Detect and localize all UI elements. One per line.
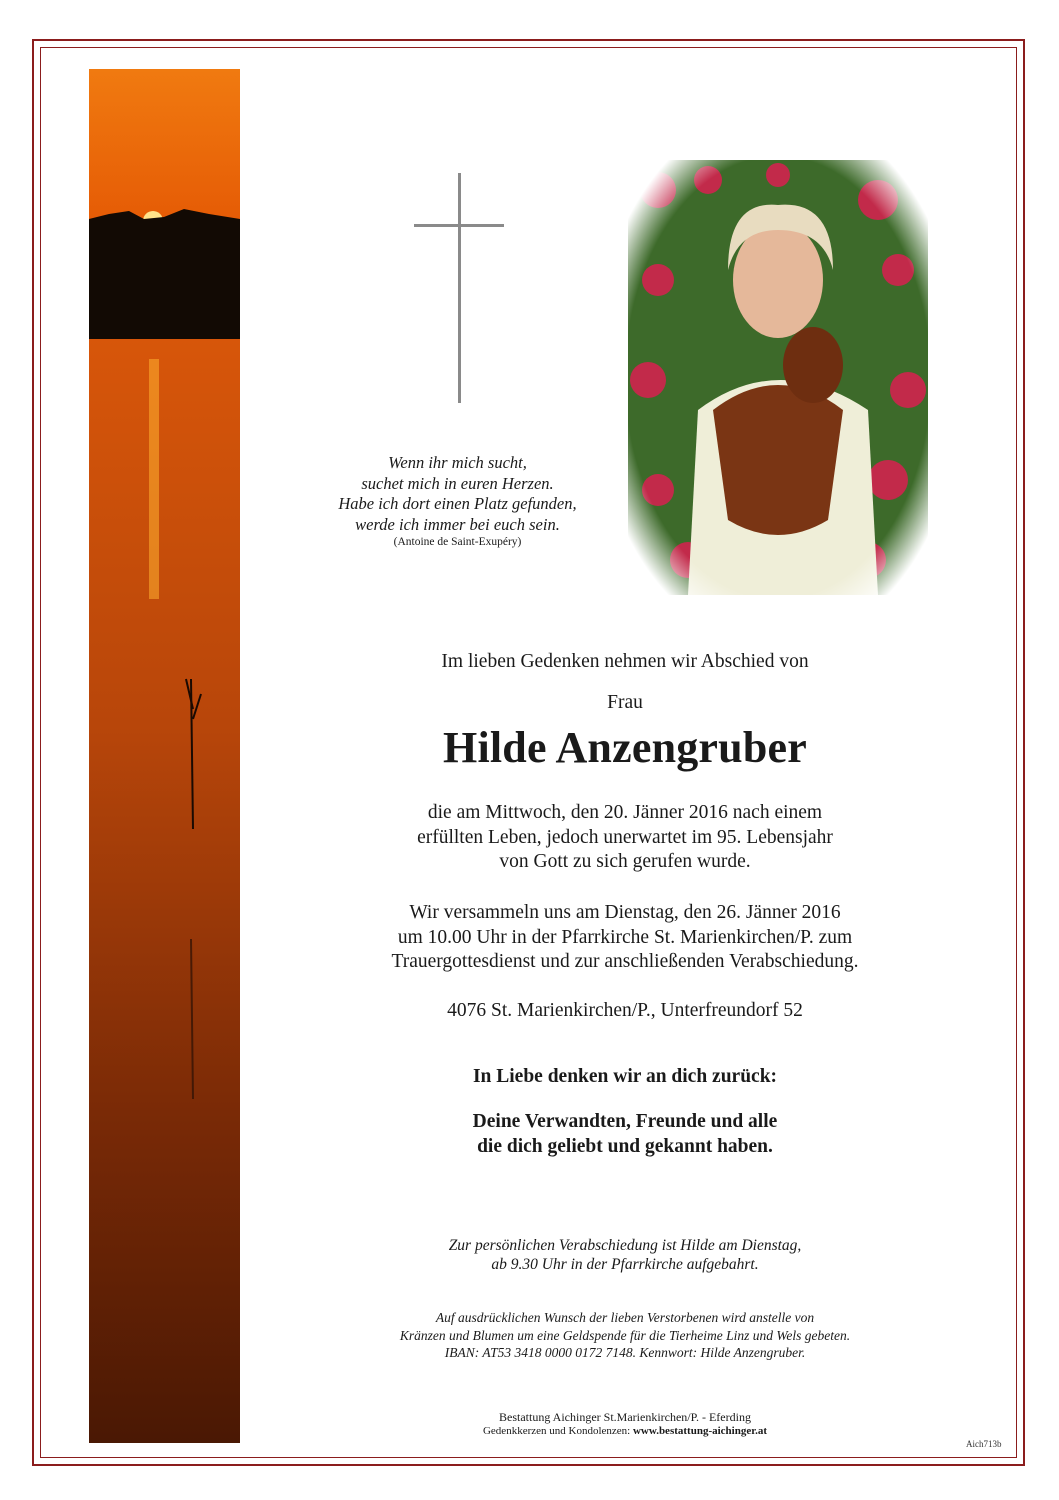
text-line: um 10.00 Uhr in der Pfarrkirche St. Marienkirchen/P. zum xyxy=(397,926,853,948)
text-line: ab 9.30 Uhr in der Pfarrkirche aufgebahrt. xyxy=(491,1256,759,1273)
quote-line: werde ich immer bei euch sein. xyxy=(355,514,560,534)
quote-source: (Antoine de Saint-Exupéry) xyxy=(393,536,522,548)
donation-note xyxy=(325,1309,925,1362)
viewing-note xyxy=(325,1236,925,1274)
text-line: die dich geliebt und gekannt haben. xyxy=(477,1136,773,1157)
death-announcement xyxy=(325,801,925,875)
sunset-lake-image xyxy=(89,69,240,1443)
intro-text: Im lieben Gedenken nehmen wir Abschied von xyxy=(441,651,809,672)
text-line: die am Mittwoch, den 20. Jänner 2016 nach einem xyxy=(427,802,823,823)
text-line: Auf ausdrücklichen Wunsch der lieben Verstorbenen wird anstelle von xyxy=(435,1310,815,1325)
memorial-quote xyxy=(280,453,635,549)
address: 4076 St. Marienkirchen/P., Unterfreundorf 52 xyxy=(447,1000,803,1021)
portrait-photo xyxy=(628,160,928,595)
cross-icon xyxy=(414,173,504,403)
condolence-info xyxy=(325,1425,925,1437)
condolence-label: Gedenkkerzen und Kondolenzen: xyxy=(482,1425,631,1437)
remembrance-line: In Liebe denken wir an dich zurück: xyxy=(472,1066,778,1087)
quote-line: suchet mich in euren Herzen. xyxy=(361,473,554,493)
text-line: erfüllten Leben, jedoch unerwartet im 95. Lebensjahr xyxy=(417,826,833,848)
deceased-name: Hilde Anzengruber xyxy=(443,723,807,772)
document-code: Aich713b xyxy=(966,1439,1002,1449)
text-line: von Gott zu sich gerufen wurde. xyxy=(499,851,751,872)
text-line: Deine Verwandten, Freunde und alle xyxy=(472,1111,778,1132)
text-line: Kränzen und Blumen um eine Geldspende für die Tierheime Linz und Wels gebeten. xyxy=(399,1327,851,1343)
text-line: Zur persönlichen Verabschiedung ist Hilde am Dienstag, xyxy=(448,1237,802,1254)
quote-line: Wenn ihr mich sucht, xyxy=(388,453,527,472)
text-line: Trauergottesdienst und zur anschließenden Verabschiedung. xyxy=(391,951,859,972)
website-link[interactable]: www.bestattung-aichinger.at xyxy=(632,1425,768,1437)
service-details xyxy=(325,901,925,975)
mourners xyxy=(325,1109,925,1159)
salutation: Frau xyxy=(607,692,643,713)
funeral-home: Bestattung Aichinger St.Marienkirchen/P. - Eferding xyxy=(499,1410,751,1424)
text-line: IBAN: AT53 3418 0000 0172 7148. Kennwort: Hilde Anzengruber. xyxy=(444,1345,806,1360)
quote-line: Habe ich dort einen Platz gefunden, xyxy=(338,494,577,513)
text-line: Wir versammeln uns am Dienstag, den 26. Jänner 2016 xyxy=(409,902,841,923)
